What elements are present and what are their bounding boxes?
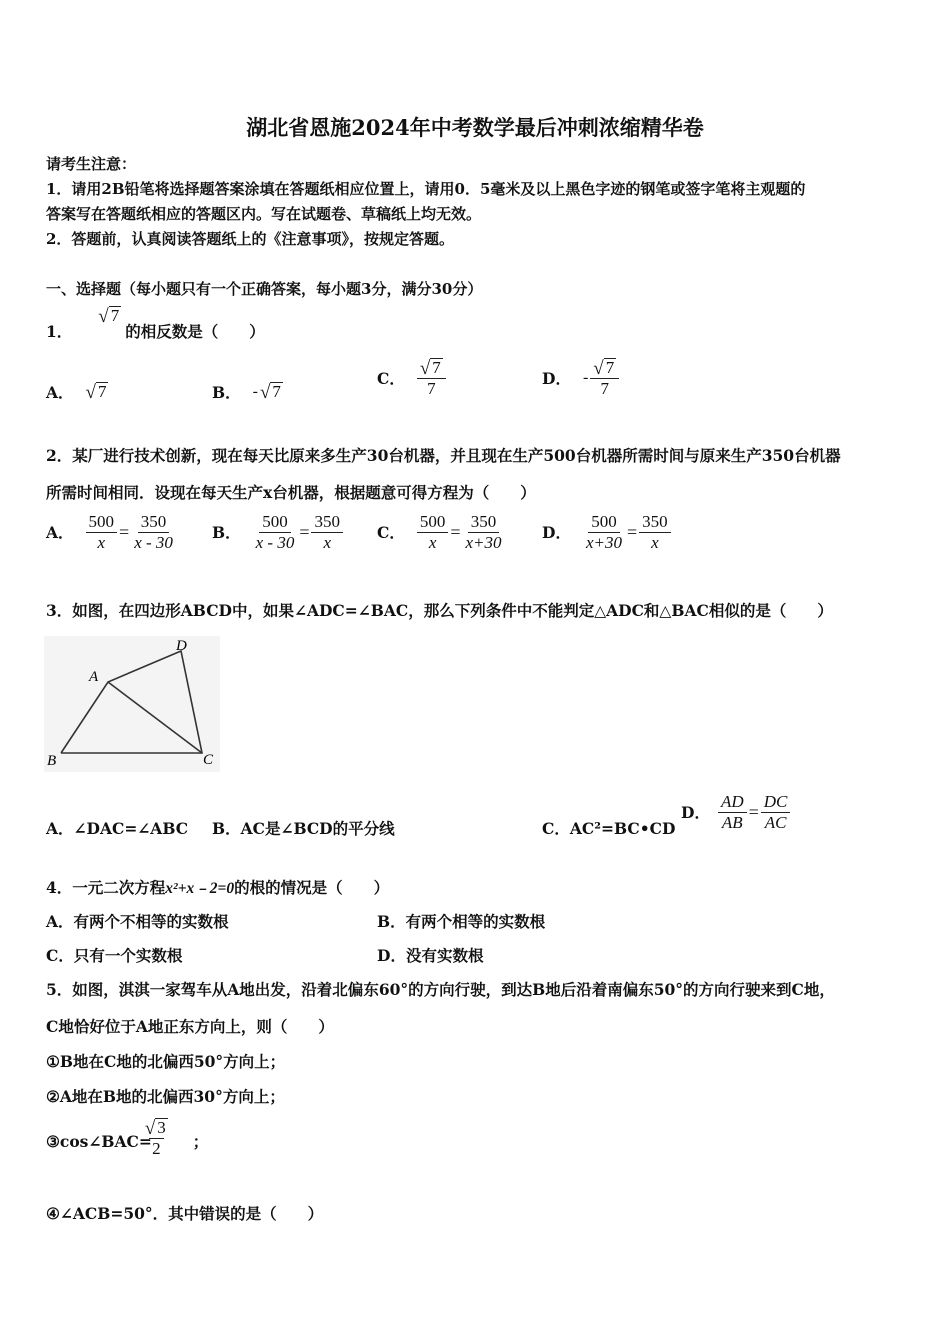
radical-sign-icon: √	[593, 357, 604, 379]
sqrt-expression: √ 7	[593, 357, 615, 379]
label-d: D	[176, 638, 187, 654]
radical-sign-icon: √	[259, 381, 271, 403]
question-1-option: D． - √ 7 7	[542, 358, 619, 399]
question-2-option: C． $\frac{500}{x}$ = $\frac{350}{x+30}$	[377, 512, 505, 552]
fraction: $\frac{500}{x}$	[417, 512, 449, 552]
question-3-option-b: B．AC是∠BCD的平分线	[212, 819, 395, 838]
question-2-line-2: 所需时间相同．设现在每天生产x台机器，根据题意可得方程为（ ）	[46, 483, 536, 502]
sqrt-expression: √ 7	[419, 357, 441, 379]
fraction: $\frac{350}{x - 30}$	[134, 512, 173, 552]
fraction: $\frac{500}{x}$	[86, 512, 118, 552]
question-5-statement-3: ③cos∠BAC= √ 3 2 ；	[46, 1117, 209, 1159]
fraction: $\frac{500}{x+30}$	[585, 512, 622, 552]
question-5-statement-1: ①B地在C地的北偏西50°方向上；	[46, 1052, 286, 1071]
question-5-statement-4: ④∠ACB=50°．其中错误的是（ ）	[46, 1204, 324, 1223]
question-3-option-c: C．AC²=BC•CD	[542, 819, 676, 838]
question-4-option-b: B．有两个相等的实数根	[377, 912, 546, 931]
radical-sign-icon: √	[419, 357, 431, 379]
fraction: $\frac{350}{x+30}$	[465, 512, 502, 552]
radical-sign-icon: √	[144, 1117, 156, 1139]
radical-sign-icon: √	[98, 305, 109, 327]
sqrt-expression: √ 7	[85, 381, 107, 403]
fraction: √ 3 2	[144, 1117, 166, 1159]
question-4-option-d: D．没有实数根	[377, 946, 484, 965]
sqrt-expression: √ 3	[144, 1117, 166, 1139]
notice-item-1-line-2: 答案写在答题纸相应的答题区内。写在试题卷、草稿纸上均无效。	[46, 205, 482, 223]
question-5-statement-2: ②A地在B地的北偏西30°方向上；	[46, 1087, 285, 1106]
question-1-stem: 1． √ 7 的相反数是（ ）	[46, 305, 265, 341]
question-4-stem: 4．一元二次方程x²+x﹣2=0的根的情况是（ ）	[46, 878, 390, 897]
fraction: $\frac{350}{x}$	[311, 512, 343, 552]
question-5-line-1: 5．如图，淇淇一家驾车从A地出发，沿着北偏东60°的方向行驶，到达B地后沿着南偏东50°的方向行驶来到C地，	[46, 980, 835, 999]
question-3-option-d: D． $\frac{AD}{AB}$ = $\frac{DC}{AC}$	[681, 792, 790, 832]
quadratic-equation: x²+x﹣2=0	[165, 880, 235, 897]
question-2-option: A． $\frac{500}{x}$ = $\frac{350}{x - 30}$	[46, 512, 176, 552]
figure-background	[44, 636, 220, 772]
fraction: $\frac{DC}{AC}$	[761, 792, 791, 832]
question-4-option-a: A．有两个不相等的实数根	[46, 912, 229, 931]
fraction: √ 7 7	[417, 358, 446, 399]
question-4-option-c: C．只有一个实数根	[46, 946, 183, 965]
question-5-line-2: C地恰好位于A地正东方向上，则（ ）	[46, 1017, 334, 1036]
quadrilateral-figure	[44, 636, 220, 772]
notice-heading: 请考生注意：	[46, 155, 137, 173]
question-3-stem: 3．如图，在四边形ABCD中，如果∠ADC=∠BAC，那么下列条件中不能判定△ADC和△BAC相似的是（ ）	[46, 601, 833, 620]
question-1-option: A． √ 7	[46, 381, 107, 403]
sqrt-expression: √ 7	[259, 381, 281, 403]
page-title: 湖北省恩施2024年中考数学最后冲刺浓缩精华卷	[246, 115, 704, 140]
label-c: C	[203, 752, 214, 768]
notice-item-1-line-1: 1．请用2B铅笔将选择题答案涂填在答题纸相应位置上，请用0．5毫米及以上黑色字迹的钢笔或签字笔将主观题的	[46, 180, 806, 198]
fraction: √ 7 7	[590, 358, 619, 399]
notice-item-2: 2．答题前，认真阅读答题纸上的《注意事项》，按规定答题。	[46, 230, 454, 248]
fraction: $\frac{500}{x - 30}$	[255, 512, 295, 552]
radical-sign-icon: √	[85, 381, 96, 403]
label-b: B	[47, 753, 57, 769]
question-1-option: C． √ 7 7	[377, 358, 446, 399]
question-2-line-1: 2．某厂进行技术创新，现在每天比原来多生产30台机器，并且现在生产500台机器所需时间与原来生产350台机器	[46, 446, 841, 465]
question-3-option-a: A．∠DAC=∠ABC	[46, 819, 189, 838]
sqrt-expression: √ 7	[98, 305, 120, 327]
question-1-option: B． - √ 7	[212, 381, 281, 403]
question-number: 1．	[46, 322, 73, 341]
question-2-option: D． $\frac{500}{x+30}$ = $\frac{350}{x}$	[542, 512, 671, 552]
label-a: A	[89, 669, 99, 685]
fraction: $\frac{AD}{AB}$	[718, 792, 747, 832]
section-heading: 一、选择题（每小题只有一个正确答案，每小题3分，满分30分）	[46, 280, 483, 298]
question-2-option: B． $\frac{500}{x - 30}$ = $\frac{350}{x}$	[212, 512, 343, 552]
fraction: $\frac{350}{x}$	[639, 512, 671, 552]
